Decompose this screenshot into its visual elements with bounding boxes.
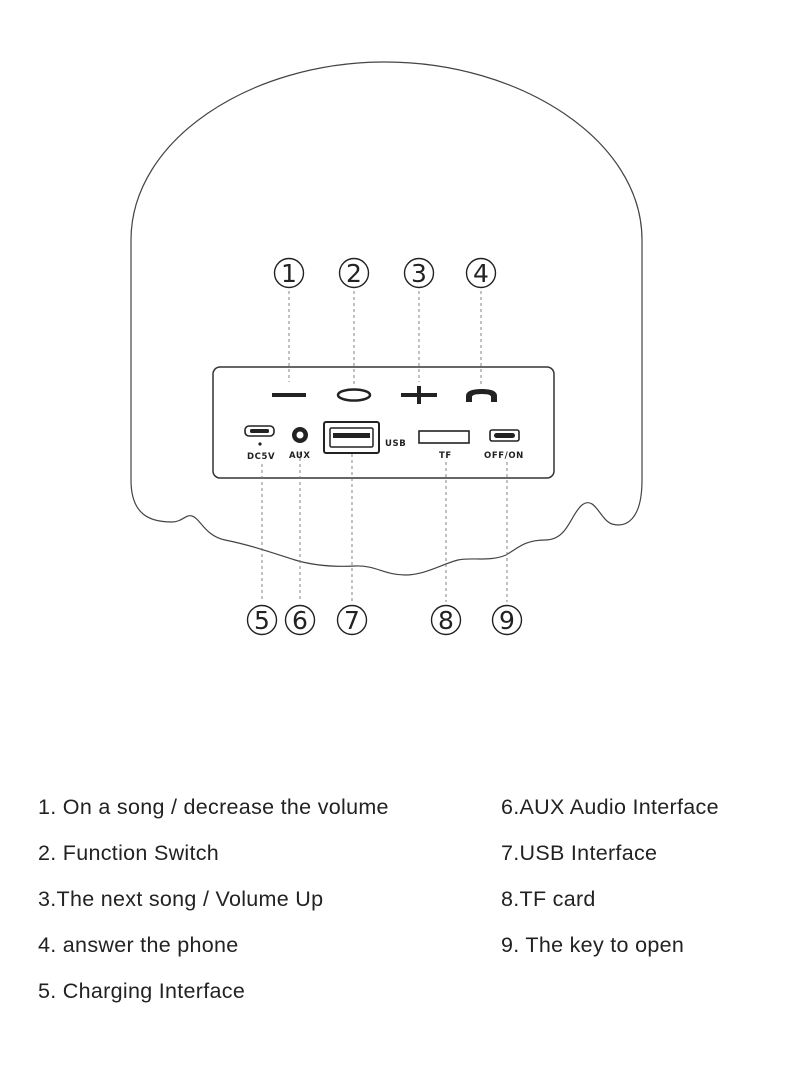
svg-text:4: 4: [473, 259, 489, 288]
svg-text:9: 9: [499, 606, 515, 635]
aux-jack-icon[interactable]: [292, 427, 308, 443]
callout-7: [338, 606, 367, 636]
callout-6: [286, 606, 315, 636]
legend-item-2: 2. Function Switch: [38, 841, 220, 865]
svg-text:2: 2: [346, 259, 362, 288]
tf-label: TF: [439, 451, 452, 461]
callout-4: [467, 259, 496, 289]
svg-text:5: 5: [254, 606, 270, 635]
svg-text:8: 8: [438, 606, 454, 635]
legend-item-7: 7.USB Interface: [501, 841, 658, 865]
callout-8: [432, 606, 461, 636]
aux-label: AUX: [289, 451, 311, 461]
legend-right-column: [501, 795, 719, 979]
legend-item-9: 9. The key to open: [501, 933, 685, 957]
callout-1: [275, 259, 304, 289]
off-on-label: OFF/ON: [484, 451, 524, 461]
svg-text:1: 1: [281, 259, 297, 288]
svg-text:3: 3: [411, 259, 427, 288]
legend-item-8: 8.TF card: [501, 887, 596, 911]
svg-text:6: 6: [292, 606, 308, 635]
legend-item-5: 5. Charging Interface: [38, 979, 246, 1003]
callout-3: [405, 259, 434, 289]
minus-icon[interactable]: [272, 393, 306, 397]
callout-2: [340, 259, 369, 289]
callout-9: [493, 606, 522, 636]
callout-5: [248, 606, 277, 636]
svg-text:7: 7: [344, 606, 360, 635]
dc5v-label: DC5V: [247, 452, 276, 462]
legend-item-3: 3.The next song / Volume Up: [38, 887, 324, 911]
legend-item-6: 6.AUX Audio Interface: [501, 795, 719, 819]
legend-left-column: [38, 795, 389, 1025]
legend-item-1: 1. On a song / decrease the volume: [38, 795, 389, 819]
usb-label: USB: [385, 439, 407, 449]
legend-item-4: 4. answer the phone: [38, 933, 239, 957]
speaker-body-outline: [131, 62, 642, 575]
